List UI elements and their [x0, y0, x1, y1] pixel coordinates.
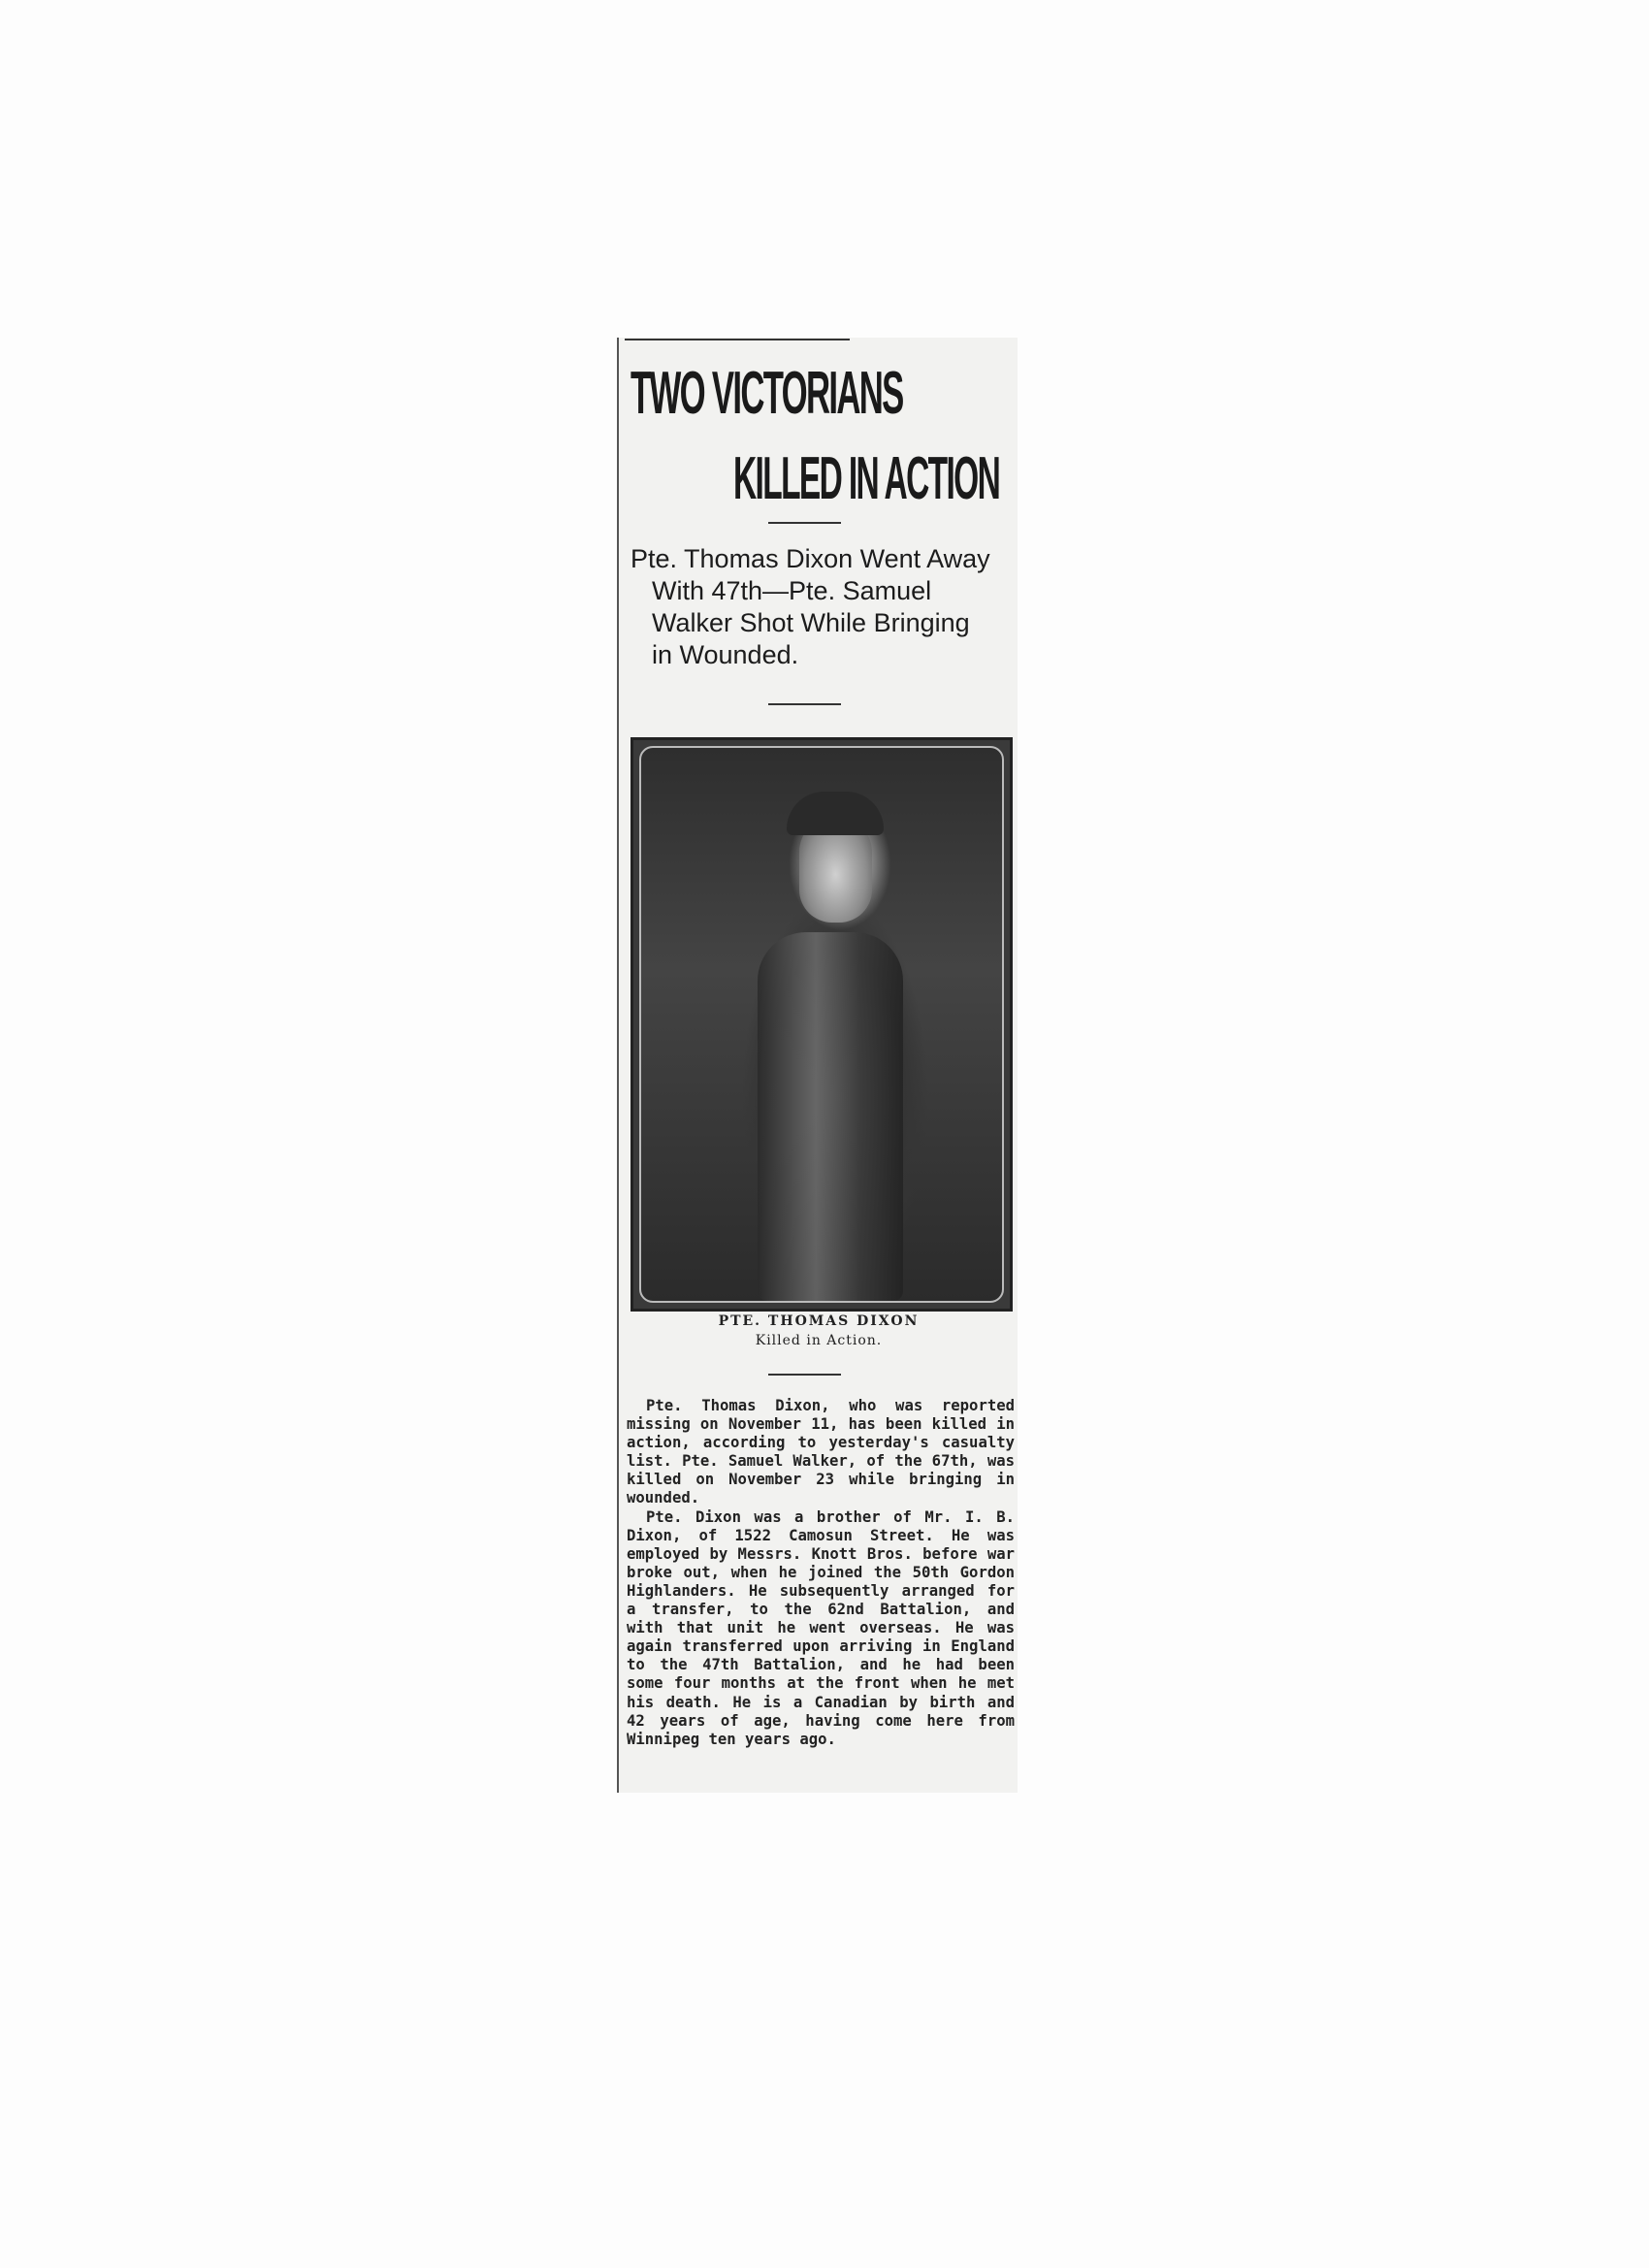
subheadline-line: Walker Shot While Bringing — [652, 608, 970, 637]
subheadline — [630, 543, 1013, 671]
portrait-photo — [630, 737, 1013, 1312]
article-paragraph: Pte. Thomas Dixon, who was reported missing on November 11, has been killed in action, according to yesterday's casualty list. Pte. Samuel Walker, of the 67th, was killed on November 23 while bringing in wounded. — [627, 1397, 1015, 1507]
divider-rule — [768, 703, 841, 705]
headline-line-2: KILLED IN ACTION — [733, 445, 1000, 512]
top-rule — [625, 339, 850, 340]
column-rule — [617, 338, 619, 1793]
divider-rule — [768, 1374, 841, 1376]
article-paragraph: Pte. Dixon was a brother of Mr. I. B. Dixon, of 1522 Camosun Street. He was employed by Messrs. Knott Bros. before war broke out, when he joined the 50th Gordon Highlanders. He subsequently arranged for a transfer, to the 62nd Battalion, and with that unit he went overseas. He was again transferred upon arriving in England to the 47th Battalion, and he had been some four months at the front when he met his death. He is a Canadian by birth and 42 years of age, having come here from Winnipeg ten years ago. — [627, 1507, 1015, 1748]
newspaper-clipping — [617, 338, 1018, 1793]
soldier-cap — [787, 792, 884, 835]
headline-line-1: TWO VICTORIANS — [630, 360, 903, 427]
divider-rule — [768, 522, 841, 524]
photo-frame — [639, 746, 1004, 1303]
soldier-figure — [758, 932, 903, 1301]
subheadline-line: With 47th—Pte. Samuel — [652, 576, 932, 605]
photo-caption-sub: Killed in Action. — [755, 1333, 883, 1348]
article-body — [627, 1397, 1015, 1749]
subheadline-line: Pte. Thomas Dixon Went Away — [630, 544, 990, 573]
subheadline-line: in Wounded. — [652, 640, 799, 669]
photo-caption-name: PTE. THOMAS DIXON — [718, 1313, 920, 1329]
